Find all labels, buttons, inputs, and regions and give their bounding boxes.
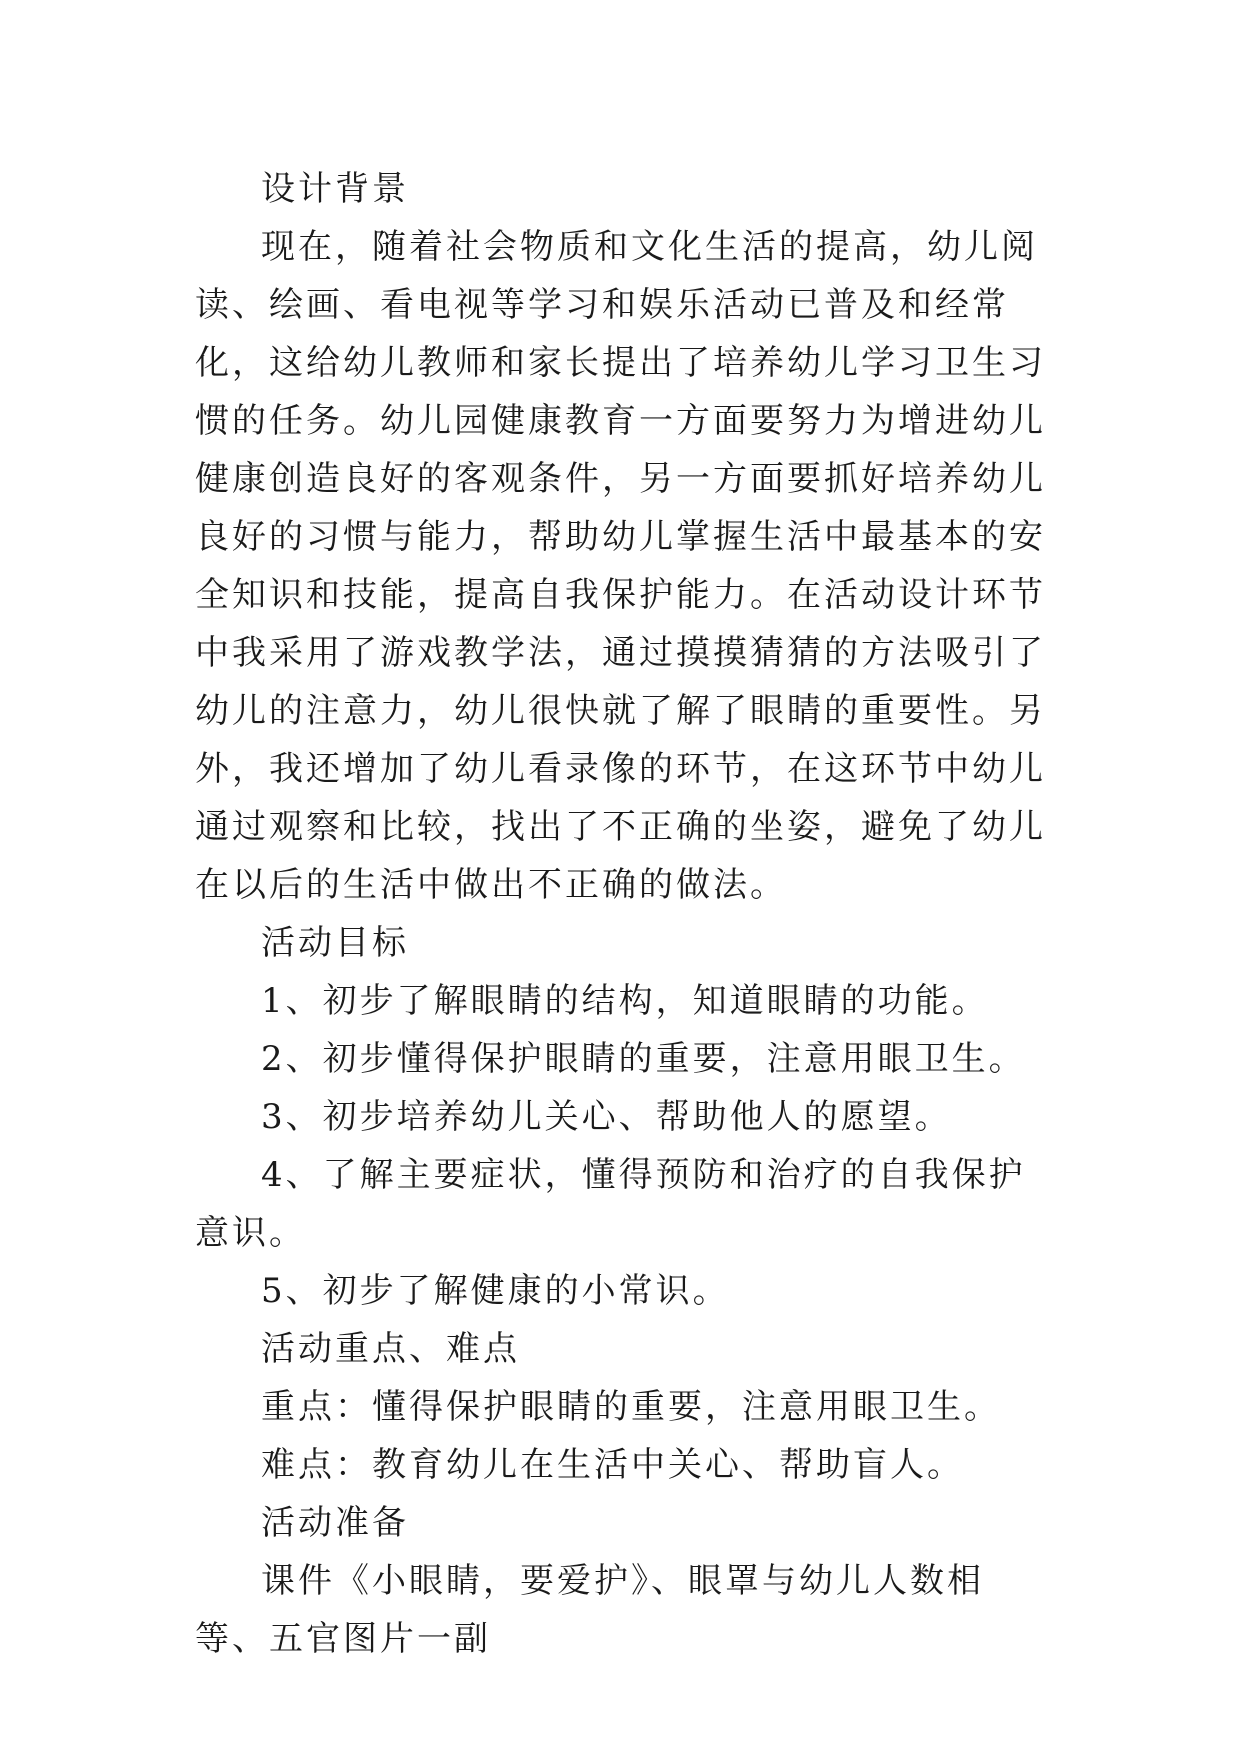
paragraph-preparation: 课件《小眼睛，要爱护》、眼罩与幼儿人数相等、五官图片一副 xyxy=(195,1561,984,1659)
section-heading-background: 设计背景 xyxy=(261,169,409,209)
section-heading-key-points: 活动重点、难点 xyxy=(261,1329,520,1369)
goal-item-1: 1、初步了解眼睛的结构，知道眼睛的功能。 xyxy=(261,981,989,1021)
goal-item-3: 3、初步培养幼儿关心、帮助他人的愿望。 xyxy=(261,1097,952,1137)
document-body xyxy=(195,160,1055,1668)
key-point: 重点：懂得保护眼睛的重要，注意用眼卫生。 xyxy=(261,1387,1001,1427)
goal-item-2: 2、初步懂得保护眼睛的重要，注意用眼卫生。 xyxy=(261,1039,1026,1079)
difficult-point: 难点：教育幼儿在生活中关心、帮助盲人。 xyxy=(261,1445,964,1485)
goal-item-4: 4、了解主要症状，懂得预防和治疗的自我保护意识。 xyxy=(195,1155,1026,1253)
section-heading-goals: 活动目标 xyxy=(261,923,409,963)
section-heading-preparation: 活动准备 xyxy=(261,1503,409,1543)
paragraph-background: 现在，随着社会物质和文化生活的提高，幼儿阅读、绘画、看电视等学习和娱乐活动已普及和经常化，这给幼儿教师和家长提出了培养幼儿学习卫生习惯的任务。幼儿园健康教育一方面要努力为增进幼儿健康创造良好的客观条件，另一方面要抓好培养幼儿良好的习惯与能力，帮助幼儿掌握生活中最基本的安全知识和技能，提高自我保护能力。在活动设计环节中我采用了游戏教学法，通过摸摸猜猜的方法吸引了幼儿的注意力，幼儿很快就了解了眼睛的重要性。另外，我还增加了幼儿看录像的环节，在这环节中幼儿通过观察和比较，找出了不正确的坐姿，避免了幼儿在以后的生活中做出不正确的做法。 xyxy=(195,227,1046,905)
goal-item-5: 5、初步了解健康的小常识。 xyxy=(261,1271,730,1311)
